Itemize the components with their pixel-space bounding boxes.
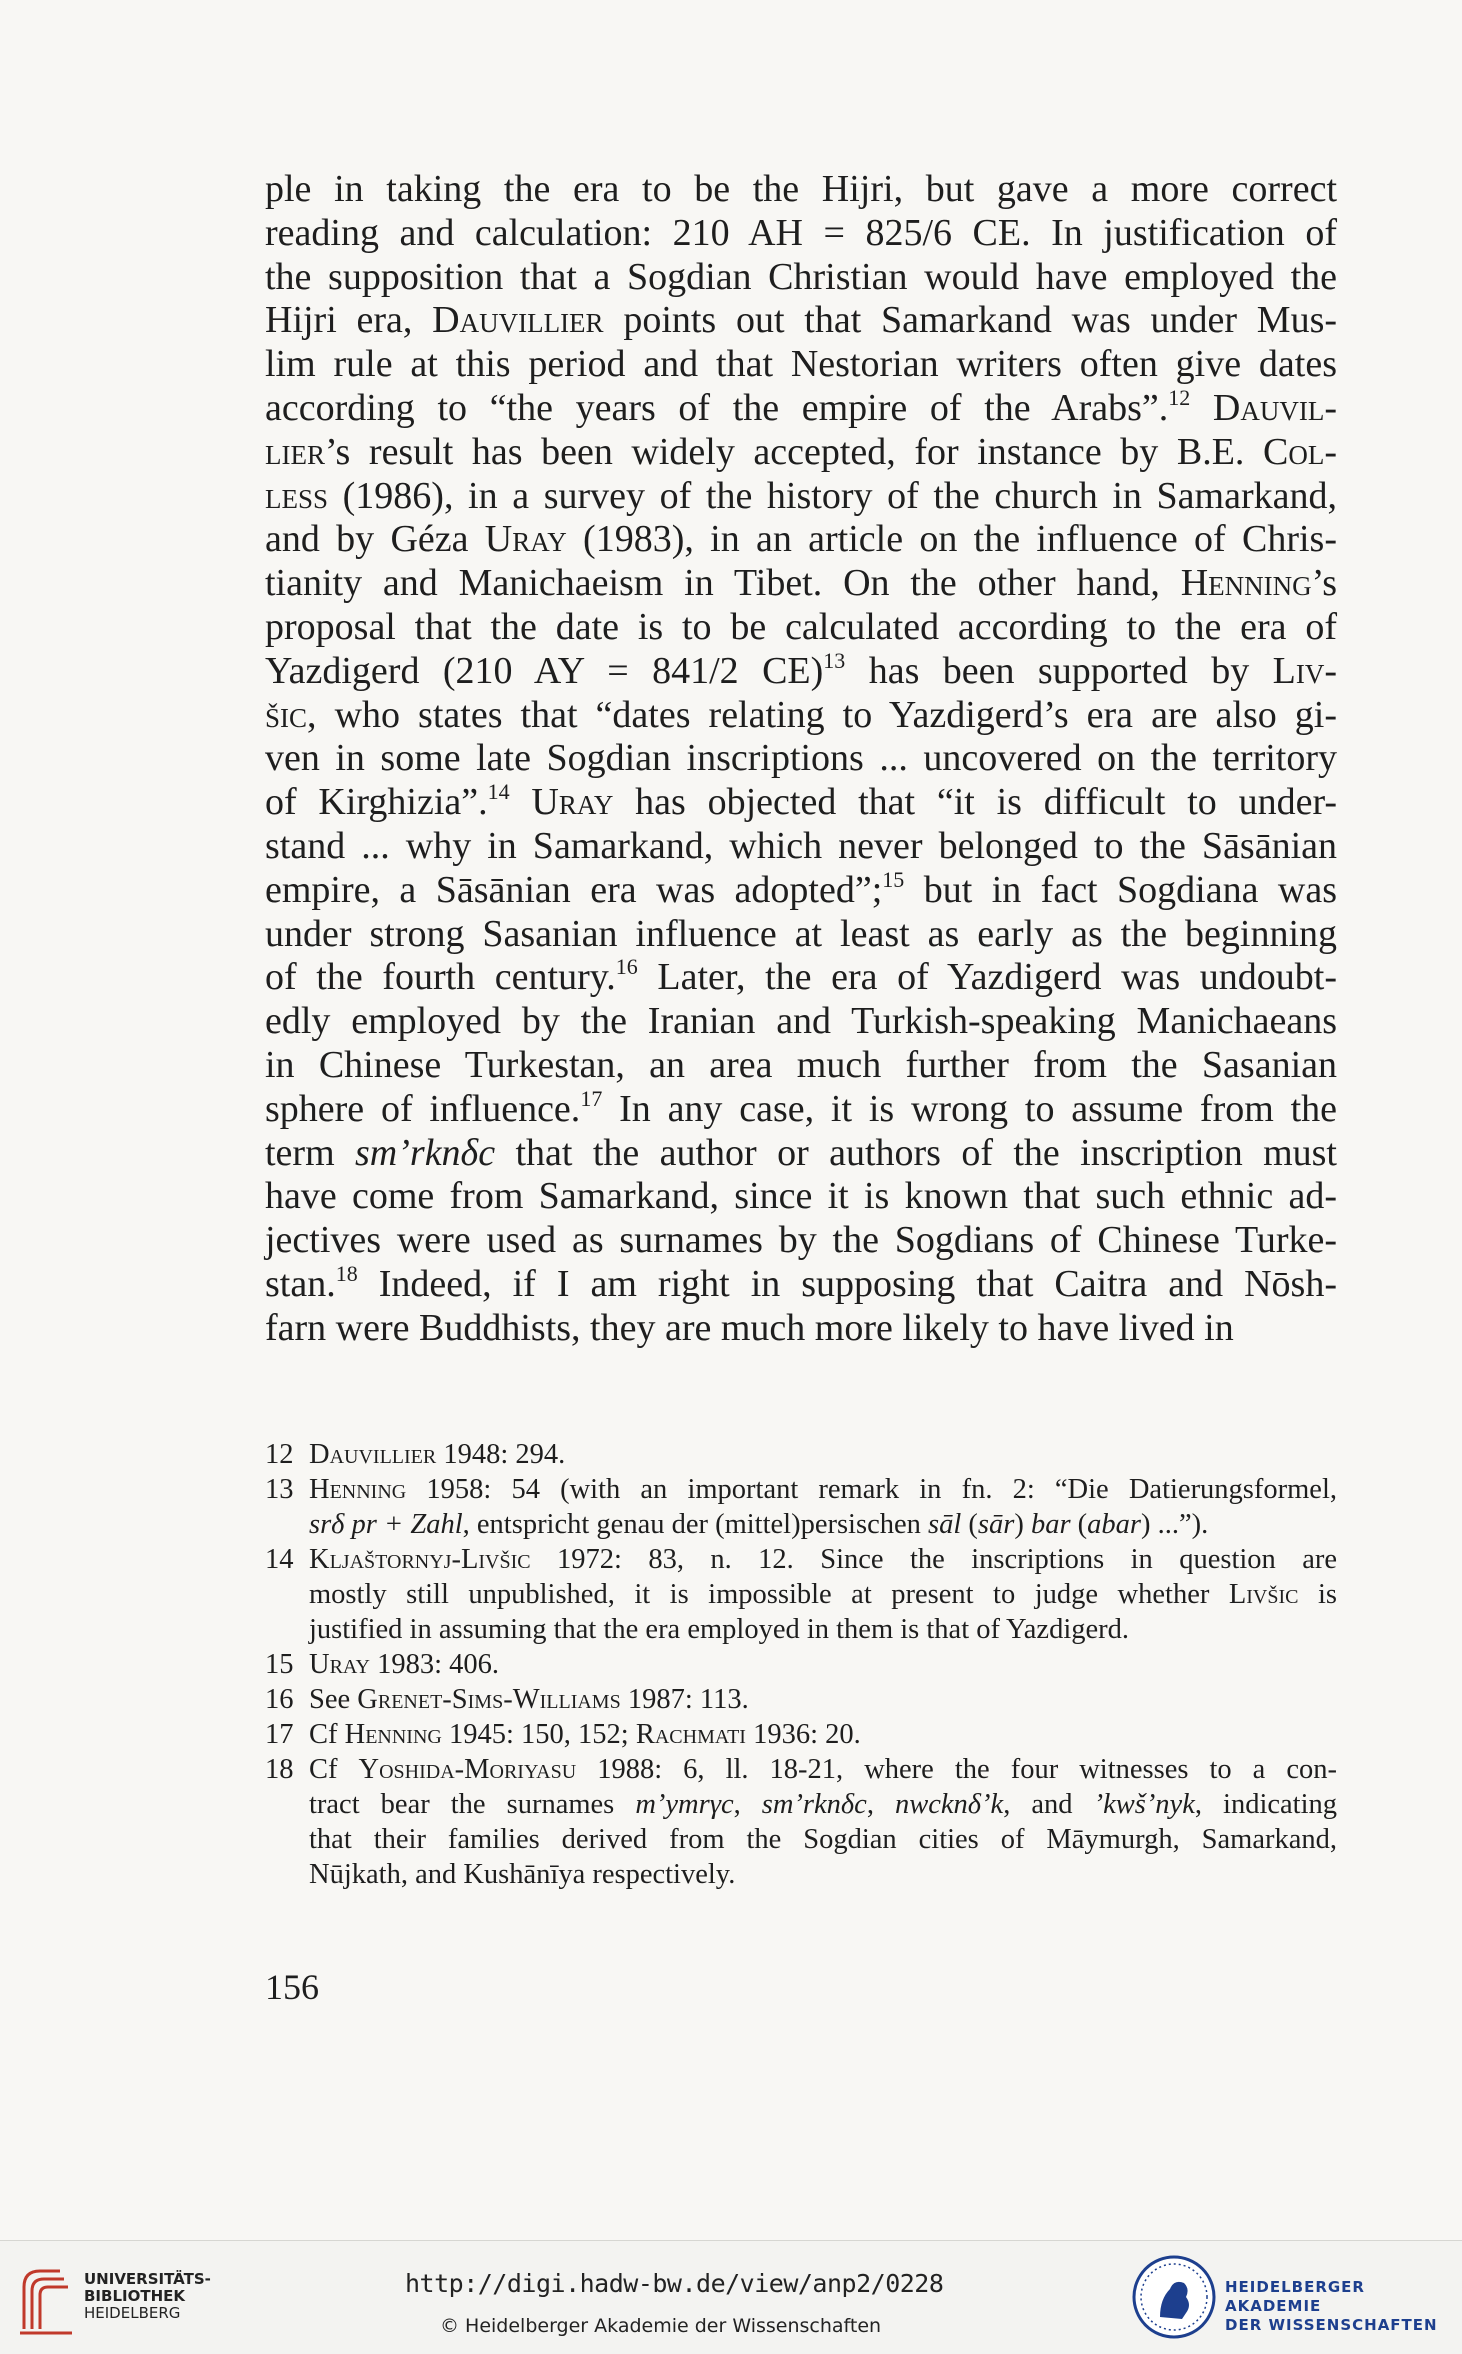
page-number: 156 [265,1967,319,2007]
body-line: the supposition that a Sogdian Christian would have employed the [265,255,1337,298]
academy-line: HEIDELBERGER AKADEMIE [1225,2278,1365,2315]
footnote-number: 18 [265,1754,294,1785]
body-line: reading and calculation: 210 AH = 825/6 CE. In justification of [265,211,1337,254]
footnote [265,1472,1337,1542]
footnote-line: Kljaštornyj-Livšic 1972: 83, n. 12. Since the inscriptions in question are [309,1544,1337,1575]
footnote [265,1542,1337,1647]
footnote-line: Uray 1983: 406. [309,1649,500,1680]
body-line: proposal that the date is to be calculated according to the era of [265,605,1337,648]
footnote-number: 14 [265,1544,294,1575]
footnote [265,1682,1337,1717]
academy-seal-icon [1130,2253,1218,2341]
academy-line: DER WISSENSCHAFTEN [1225,2316,1438,2334]
footnote-line: mostly still unpublished, it is impossible at present to judge whether Livšic is [309,1579,1337,1610]
footnote-number: 13 [265,1474,294,1505]
copyright-notice: © Heidelberger Akademie der Wissenschaften [440,2315,882,2337]
body-line: Hijri era, Dauvillier points out that Samarkand was under Mus- [265,299,1338,342]
footnote-line: Nūjkath, and Kushānīya respectively. [309,1859,736,1890]
body-line: stand ... why in Samarkand, which never belonged to the Sāsānian [265,824,1337,867]
university-library-logo-icon [16,2259,76,2339]
body-line: stan.$^{18}$ Indeed, if I am right in supposing that Caitra and Nōsh- [265,1260,1337,1305]
body-line: less (1986), in a survey of the history of the church in Samarkand, [265,474,1337,517]
library-line: UNIVERSITÄTS- [84,2270,211,2288]
footnote-line: Henning 1958: 54 (with an important remark in fn. 2: “Die Datierungsformel, [309,1474,1337,1505]
body-line: in Chinese Turkestan, an area much further from the Sasanian [265,1043,1337,1086]
footnote-line: srδ pr + Zahl, entspricht genau der (mittel)persischen sāl (sār) bar (abar) ...”). [309,1509,1209,1540]
body-line: and by Géza Uray (1983), in an article on the influence of Chris- [265,518,1337,561]
body-line: according to “the years of the empire of the Arabs”.$^{12}$ Dauvil- [265,384,1337,429]
footnote-number: 12 [265,1439,294,1470]
body-line: of Kirghizia”.$^{14}$ Uray has objected that “it is difficult to under- [265,779,1337,824]
footnote-line: Cf Henning 1945: 150, 152; Rachmati 1936: 20. [309,1719,861,1750]
footnote-line: that their families derived from the Sogdian cities of Māymurgh, Samarkand, [309,1824,1337,1855]
body-line: ven in some late Sogdian inscriptions ... uncovered on the territory [265,737,1337,780]
footnote-line: Dauvillier 1948: 294. [309,1439,566,1470]
body-line: ple in taking the era to be the Hijri, but gave a more correct [265,168,1337,210]
body-line: lim rule at this period and that Nestorian writers often give dates [265,343,1337,386]
body-line: under strong Sasanian influence at least as early as the beginning [265,912,1337,955]
footnote [265,1437,1337,1472]
body-line: tianity and Manichaeism in Tibet. On the other hand, Henning’s [265,562,1337,605]
body-line: term sm’rknδc that the author or authors of the inscription must [265,1131,1337,1174]
library-line: HEIDELBERG [84,2304,181,2322]
footnote-number: 17 [265,1719,294,1750]
footnotes [265,1437,1337,1892]
footnote [265,1717,1337,1752]
body-line: edly employed by the Iranian and Turkish-speaking Manichaeans [265,1000,1337,1043]
footnote-line: justified in assuming that the era employed in them is that of Yazdigerd. [309,1614,1130,1645]
body-line: have come from Samarkand, since it is known that such ethnic ad- [265,1175,1337,1218]
body-line: lier’s result has been widely accepted, for instance by B.E. Col- [265,430,1337,473]
permalink-url[interactable]: http://digi.hadw-bw.de/view/anp2/0228 [405,2269,944,2298]
university-library-name [84,2271,211,2322]
body-line: empire, a Sāsānian era was adopted”;$^{15}$ but in fact Sogdiana was [265,866,1337,911]
body-line: jectives were used as surnames by the Sogdians of Chinese Turke- [265,1219,1337,1262]
footnote-line: Cf Yoshida-Moriyasu 1988: 6, ll. 18-21, where the four witnesses to a con- [309,1754,1337,1785]
academy-name [1225,2278,1462,2335]
body-line: of the fourth century.$^{16}$ Later, the era of Yazdigerd was undoubt- [265,954,1338,999]
footnote-line: tract bear the surnames m’ymrγc, sm’rknδc, nwcknδ’k, and ’kwš’nyk, indicating [309,1789,1338,1820]
viewer-footer [0,2240,1462,2354]
body-line: šic, who states that “dates relating to Yazdigerd’s era are also gi- [265,693,1337,736]
footnote-line: See Grenet-Sims-Williams 1987: 113. [309,1684,749,1715]
footnote [265,1647,1337,1682]
body-text [265,168,1337,1351]
library-line: BIBLIOTHEK [84,2287,185,2305]
footnote [265,1752,1337,1892]
footnote-number: 15 [265,1649,294,1680]
footnote-number: 16 [265,1684,294,1715]
body-line: farn were Buddhists, they are much more likely to have lived in [265,1306,1234,1349]
body-line: Yazdigerd (210 AY = 841/2 CE)$^{13}$ has been supported by Liv- [265,647,1337,692]
body-line: sphere of influence.$^{17}$ In any case, it is wrong to assume from the [265,1085,1337,1130]
